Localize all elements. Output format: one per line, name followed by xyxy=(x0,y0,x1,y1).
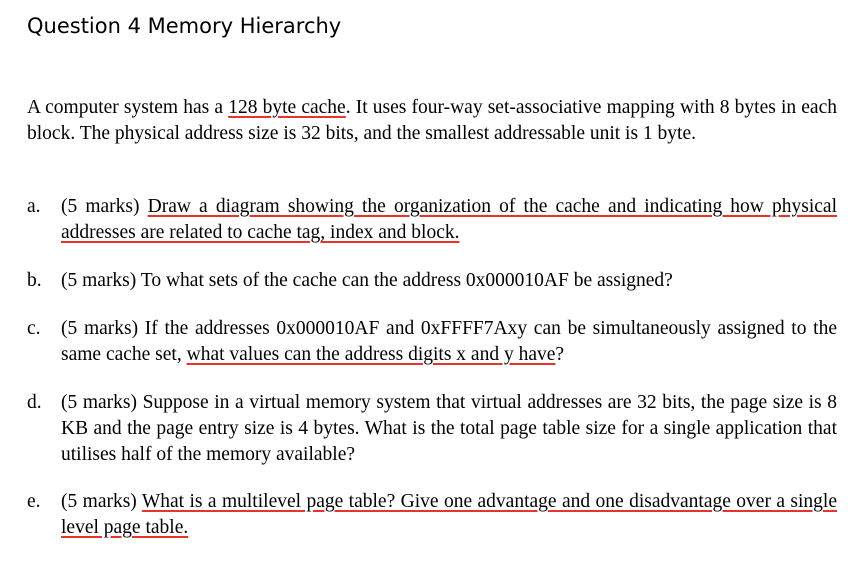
question-label: e. xyxy=(27,491,41,512)
question-label: a. xyxy=(27,196,41,217)
question-body xyxy=(61,268,837,294)
question-text-underlined: what values can the address digits x and y have xyxy=(186,344,556,365)
question-label: c. xyxy=(27,318,41,339)
intro-text-underlined: 128 byte cache xyxy=(228,97,346,118)
question-c xyxy=(27,316,837,368)
question-b xyxy=(27,268,837,294)
question-body xyxy=(61,489,837,541)
question-body xyxy=(61,194,837,246)
question-body xyxy=(61,316,837,368)
intro-text-pre: A computer system has a xyxy=(27,97,229,118)
question-e xyxy=(27,489,837,541)
question-text-pre: (5 marks) To what sets of the cache can the address 0x000010AF be assigned? xyxy=(61,270,673,291)
question-a xyxy=(27,194,837,246)
question-text-pre: (5 marks) Suppose in a virtual memory system that virtual addresses are 32 bits, the page size is 8 KB and the page entry size is 4 bytes. What is the total page table size for a single application that utilises half of the memory available? xyxy=(61,392,837,465)
question-text-post: ? xyxy=(555,344,565,365)
question-label: b. xyxy=(27,270,42,291)
question-text-pre: (5 marks) xyxy=(61,491,142,512)
question-text-underlined: Draw a diagram showing the organization of the cache and indicating how physical addresses are related to cache tag, index and block. xyxy=(61,196,837,243)
question-text-pre: (5 marks) If the addresses 0x000010AF and 0xFFFF7Axy can be simultaneously assigned to the same cache set, xyxy=(61,318,837,365)
intro-paragraph xyxy=(27,95,837,147)
question-d xyxy=(27,390,837,468)
question-text-underlined: What is a multilevel page table? Give one advantage and one disadvantage over a single level page table. xyxy=(61,491,837,538)
question-body xyxy=(61,390,837,468)
page-title: Question 4 Memory Hierarchy xyxy=(27,14,342,38)
question-label: d. xyxy=(27,392,42,413)
intro-text-post: . It uses four-way set-associative mapping with 8 bytes in each block. The physical address size is 32 bits, and the smallest addressable unit is 1 byte. xyxy=(27,97,837,144)
question-text-pre: (5 marks) xyxy=(61,196,148,217)
